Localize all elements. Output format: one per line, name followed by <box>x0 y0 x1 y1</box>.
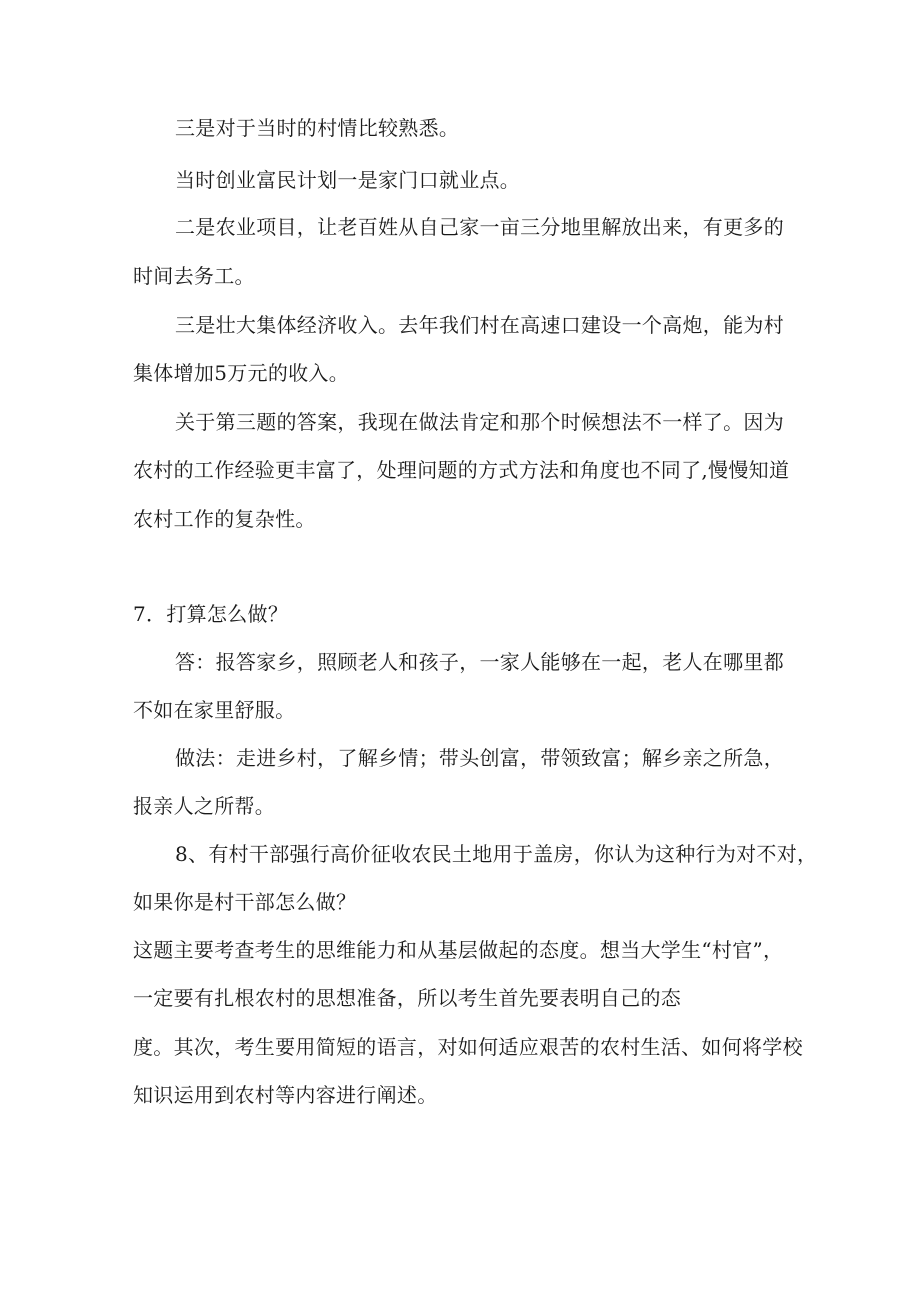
paragraph-line: 不如在家里舒服。 <box>133 698 296 722</box>
paragraph-line: 一定要有扎根农村的思想准备，所以考生首先要表明自己的态 <box>133 986 682 1010</box>
paragraph-line: 答：报答家乡，照顾老人和孩子，一家人能够在一起，老人在哪里都 <box>175 650 784 674</box>
question-heading: 如果你是村干部怎么做？ <box>133 890 357 914</box>
question-heading: 8、有村干部强行高价征收农民土地用于盖房，你认为这种行为对不对， <box>175 842 818 866</box>
paragraph-line: 三是对于当时的村情比较熟悉。 <box>175 116 460 140</box>
paragraph-line: 三是壮大集体经济收入。去年我们村在高速口建设一个高炮，能为村 <box>175 313 784 337</box>
paragraph-line: 农村的工作经验更丰富了，处理问题的方式方法和角度也不同了,慢慢知道 <box>133 458 790 482</box>
paragraph-line: 集体增加5万元的收入。 <box>133 361 350 385</box>
paragraph-line: 这题主要考查考生的思维能力和从基层做起的态度。想当大学生“村官”， <box>133 938 784 962</box>
paragraph-line: 做法：走进乡村，了解乡情；带头创富，带领致富；解乡亲之所急， <box>175 746 784 770</box>
paragraph-line: 时间去务工。 <box>133 264 255 288</box>
paragraph-line: 度。其次，考生要用简短的语言，对如何适应艰苦的农村生活、如何将学校 <box>133 1035 803 1059</box>
paragraph-line: 当时创业富民计划一是家门口就业点。 <box>175 168 521 192</box>
paragraph-line: 知识运用到农村等内容进行阐述。 <box>133 1083 438 1107</box>
paragraph-line: 关于第三题的答案，我现在做法肯定和那个时候想法不一样了。因为 <box>175 410 784 434</box>
question-heading: 7．打算怎么做？ <box>133 602 289 626</box>
paragraph-line: 农村工作的复杂性。 <box>133 507 316 531</box>
paragraph-line: 报亲人之所帮。 <box>133 794 276 818</box>
paragraph-line: 二是农业项目，让老百姓从自己家一亩三分地里解放出来，有更多的 <box>175 215 784 239</box>
